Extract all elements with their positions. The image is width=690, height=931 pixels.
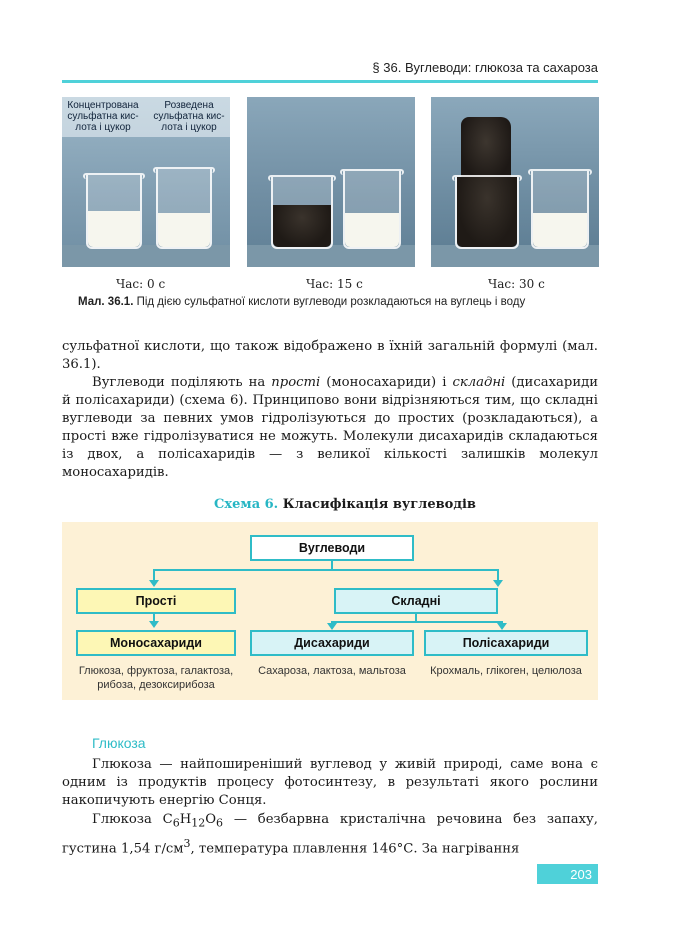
- mono-examples-line1: Глюкоза, фруктоза, галактоза,: [78, 665, 234, 677]
- connector-line: [331, 621, 503, 623]
- subscript: 6: [172, 816, 180, 830]
- box-disaccharides: Дисахариди: [250, 630, 414, 656]
- label-diluted-acid: Розведена сульфатна кис-лота і цукор: [153, 100, 225, 133]
- beaker-concentrated: [271, 177, 333, 249]
- arrow-down-icon: [149, 580, 159, 587]
- arrow-down-icon: [327, 623, 337, 630]
- paragraph-glucose-properties: [62, 810, 598, 859]
- arrow-down-icon: [497, 623, 507, 630]
- arrow-down-icon: [149, 621, 159, 628]
- arrow-down-icon: [493, 580, 503, 587]
- poly-examples: Крохмаль, глікоген, целюлоза: [430, 665, 582, 677]
- section-heading-glucose: Глюкоза: [92, 735, 146, 751]
- photo-time-0: [62, 97, 230, 267]
- mono-examples: [66, 664, 246, 692]
- subscript: 6: [216, 816, 224, 830]
- box-monosaccharides: Моносахариди: [76, 630, 236, 656]
- photo-time-30: [431, 97, 599, 267]
- box-simple: Прості: [76, 588, 236, 614]
- beaker-diluted: [156, 169, 212, 249]
- subscript: 12: [191, 816, 206, 830]
- scheme-number: Схема 6.: [214, 497, 279, 512]
- term-complex: складні: [452, 375, 506, 390]
- figure-caption-text: Під дією сульфатної кислоти вуглеводи розкладаються на вуглець і воду: [133, 296, 526, 308]
- beaker-concentrated: [455, 177, 519, 249]
- label-concentrated-acid: Концентрована сульфатна кис-лота і цукор: [67, 100, 139, 133]
- beaker-concentrated: [86, 175, 142, 249]
- time-label-15: Час: 15 с: [306, 277, 363, 291]
- text-fragment: , температура плавлення 146°С. За нагрівання: [190, 841, 520, 857]
- carbon-mass: [457, 177, 517, 247]
- sugar-mixture: [533, 213, 587, 247]
- paragraph-classification: [62, 374, 598, 482]
- sugar-mixture: [88, 211, 140, 247]
- superscript: 3: [183, 836, 191, 850]
- beaker-diluted: [343, 171, 401, 249]
- sugar-mixture: [345, 213, 399, 247]
- di-examples: Сахароза, лактоза, мальтоза: [258, 665, 406, 677]
- beaker-diluted: [531, 171, 589, 249]
- header-section-title: § 36. Вуглеводи: глюкоза та сахароза: [372, 60, 598, 75]
- page-number: 203: [537, 864, 598, 884]
- text-fragment: Вуглеводи поділяють на: [92, 375, 272, 390]
- connector-line: [153, 569, 499, 571]
- header-rule: [62, 80, 598, 83]
- text-fragment: (моносахариди) і: [320, 375, 453, 390]
- carbon-mass: [273, 205, 331, 247]
- text-fragment: O: [205, 812, 217, 827]
- classification-scheme: [62, 522, 598, 700]
- box-polysaccharides: Полісахариди: [424, 630, 588, 656]
- time-label-0: Час: 0 с: [116, 277, 166, 291]
- box-complex: Складні: [334, 588, 498, 614]
- text-fragment: — безбарвна кристалічна речовина без запаху, густина 1,54 г/см: [62, 812, 599, 857]
- carbon-column: [461, 117, 511, 179]
- paragraph-glucose-intro: Глюкоза — найпоширеніший вуглевод у живій природі, саме вона є одним із продуктів процесу фотосинтезу, в результаті якого рослини накопичують енергію Сонця.: [62, 757, 598, 808]
- figure-number: Мал. 36.1.: [78, 296, 134, 308]
- term-simple: прості: [271, 375, 321, 390]
- scheme-name: Класифікація вуглеводів: [278, 497, 476, 512]
- figure-caption: [78, 296, 525, 308]
- scheme-title: [0, 497, 690, 512]
- photo-time-15: [247, 97, 415, 267]
- text-fragment: (дисахариди й полісахариди) (схема 6). Принципово вони відрізняються тим, що складні вуглеводи за певних умов гідролізуються до простих (розкладаються), а прості вже гідролізуватися не можуть. Молекули дисахаридів складаються із двох, а полісахаридів — з великої кількості залишків молекул моносахаридів.: [62, 375, 599, 480]
- text-fragment: Глюкоза C: [92, 812, 173, 827]
- box-carbohydrates: Вуглеводи: [250, 535, 414, 561]
- mono-examples-line2: рибоза, дезоксирибоза: [97, 679, 215, 691]
- paragraph-formula: сульфатної кислоти, що також відображено в їхній загальній формулі (мал. 36.1).: [62, 339, 598, 372]
- sugar-mixture: [158, 213, 210, 247]
- time-label-30: Час: 30 с: [488, 277, 545, 291]
- text-fragment: H: [179, 812, 192, 827]
